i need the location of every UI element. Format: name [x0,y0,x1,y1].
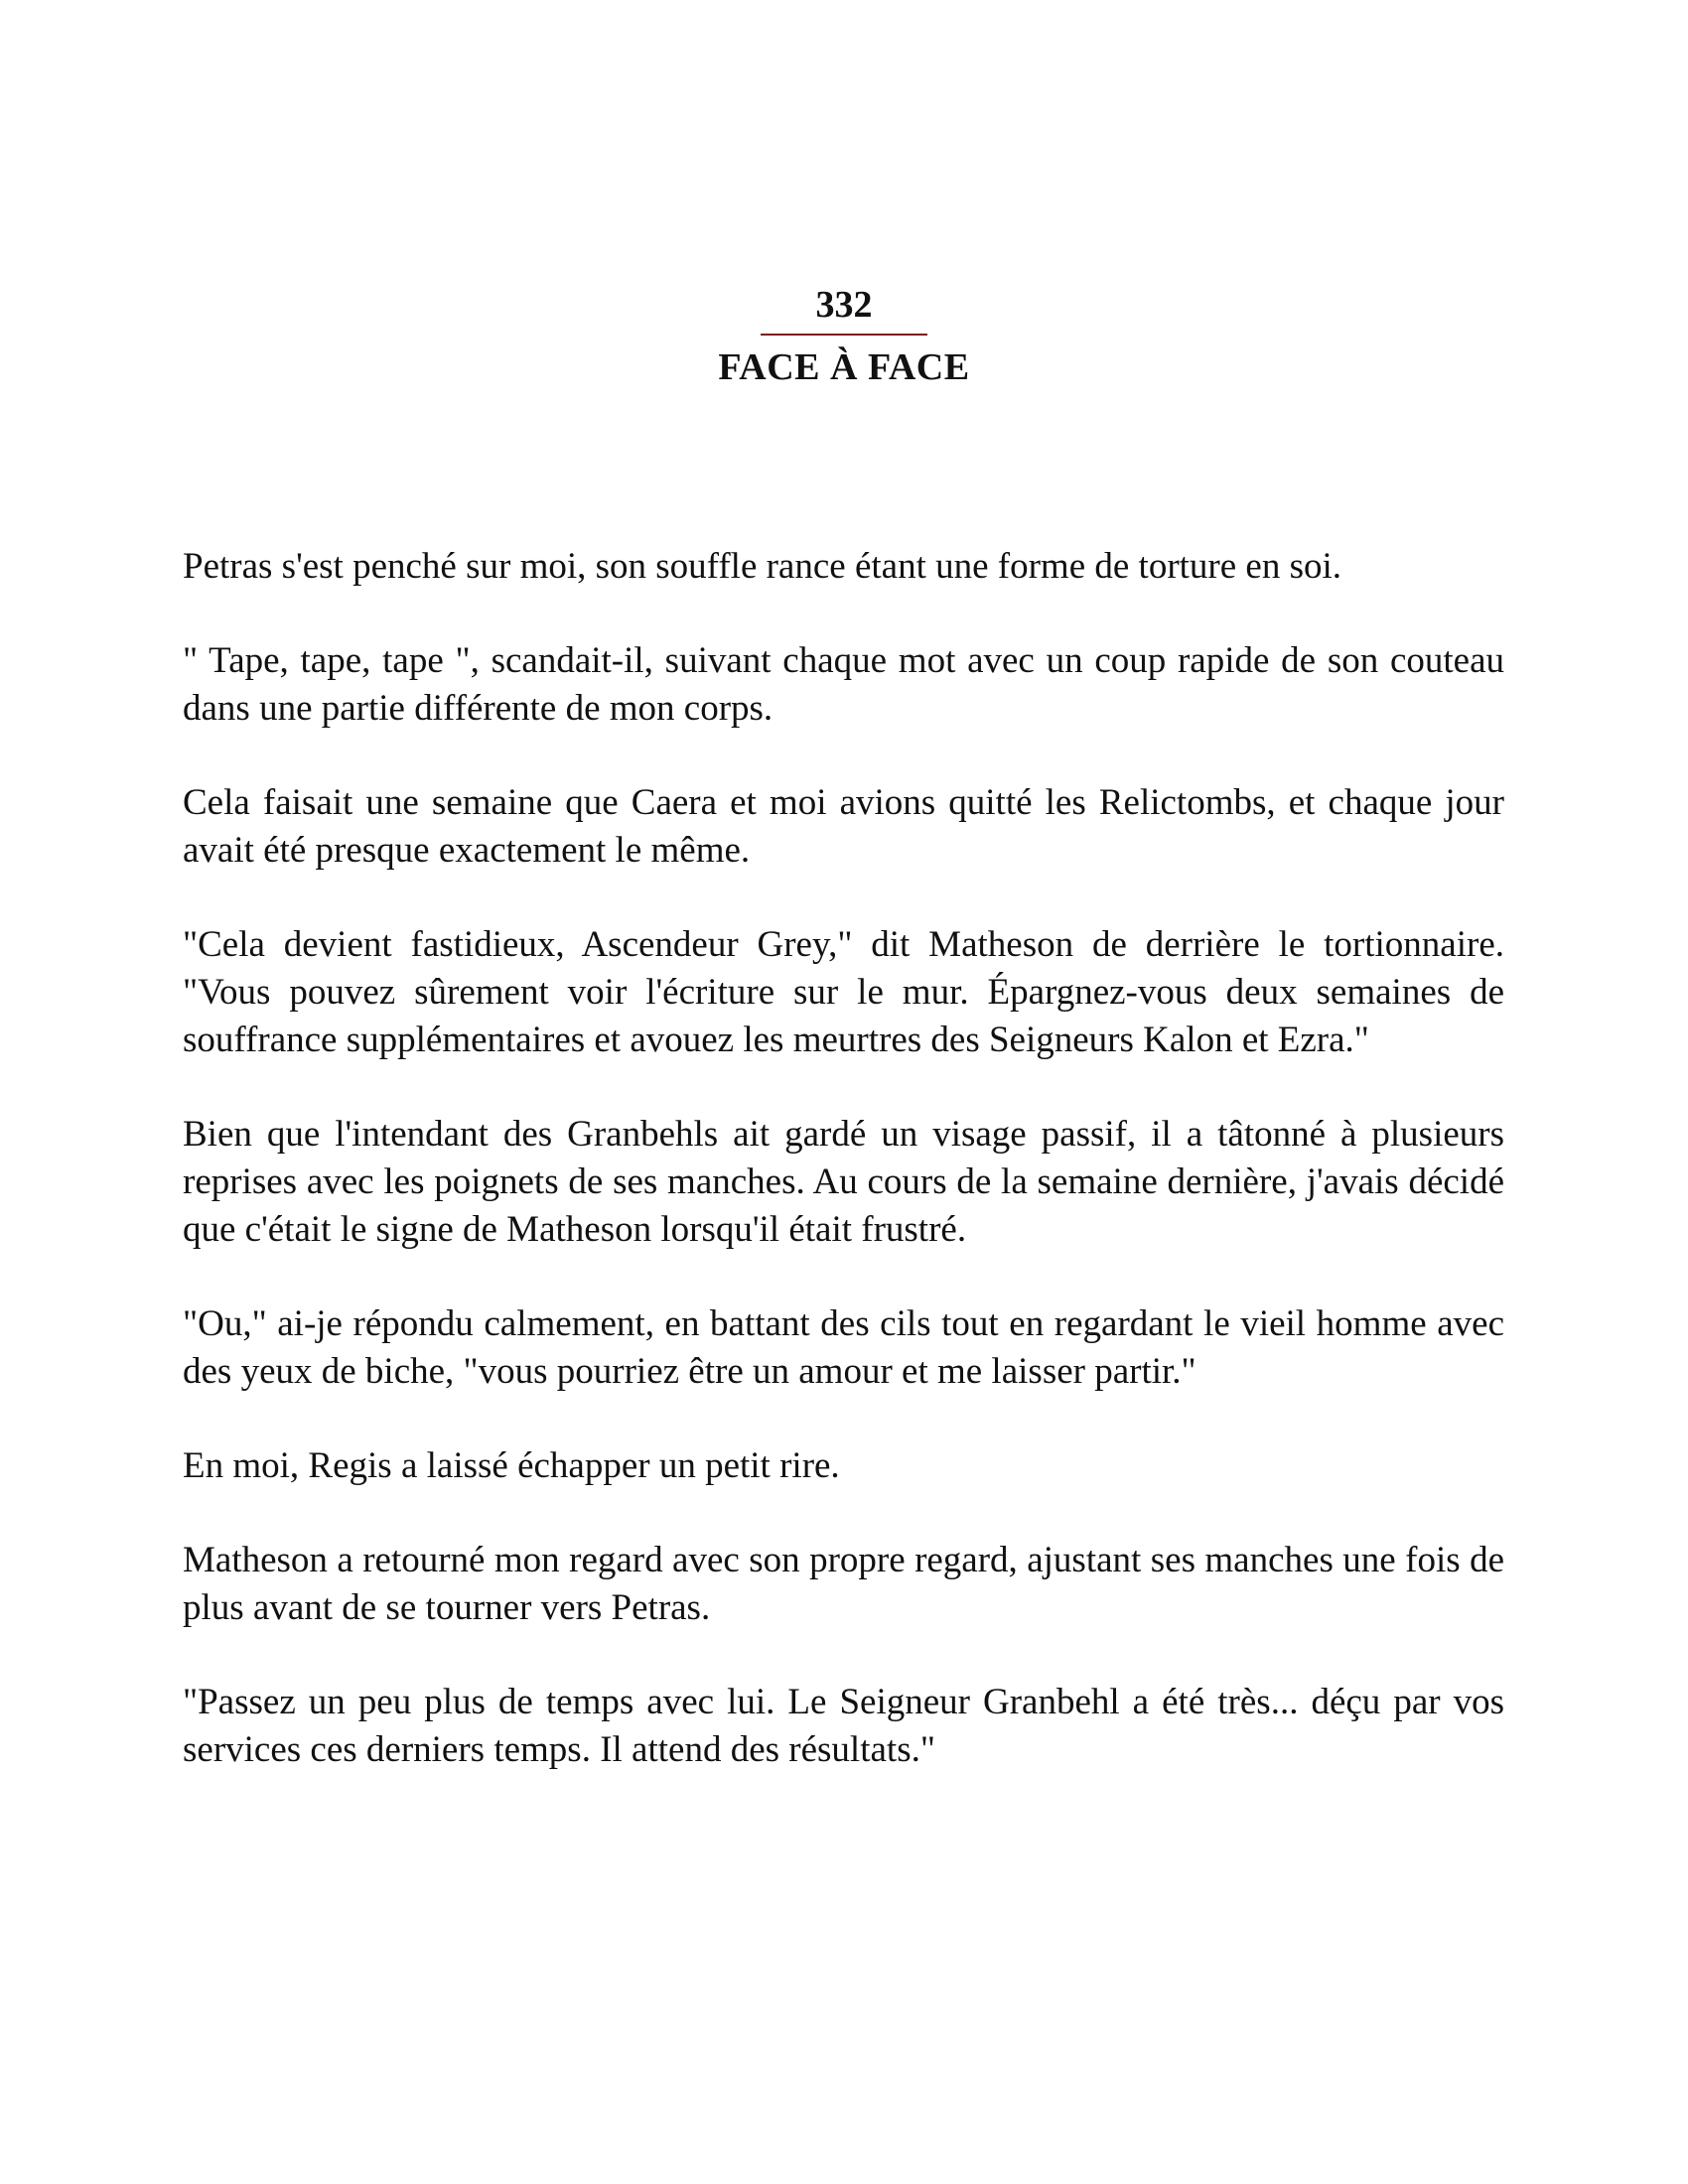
chapter-number: 332 [815,284,873,326]
paragraph: Matheson a retourné mon regard avec son propre regard, ajustant ses manches une fois de plus avant de se tourner vers Petras. [183,1540,1504,1628]
paragraph: Cela faisait une semaine que Caera et moi avions quitté les Relictombs, et chaque jour avait été presque exactement le même. [183,782,1504,871]
paragraph: En moi, Regis a laissé échapper un petit rire. [183,1445,840,1486]
chapter-header [0,283,1688,389]
paragraph: Bien que l'intendant des Granbehls ait gardé un visage passif, il a tâtonné à plusieurs reprises avec les poignets de ses manches. Au cours de la semaine dernière, j'avais décidé que c'était le signe de Matheson lorsqu'il était frustré. [183,1114,1504,1250]
chapter-divider [761,334,927,336]
chapter-title: FACE À FACE [718,346,970,388]
paragraph: "Passez un peu plus de temps avec lui. Le Seigneur Granbehl a été très... déçu par vos services ces derniers temps. Il attend des résultats." [183,1682,1504,1770]
paragraph: " Tape, tape, tape ", scandait-il, suivant chaque mot avec un coup rapide de son couteau dans une partie différente de mon corps. [183,640,1504,729]
paragraph: "Ou," ai-je répondu calmement, en battant des cils tout en regardant le vieil homme avec des yeux de biche, "vous pourriez être un amour et me laisser partir." [183,1303,1504,1392]
chapter-body [183,543,1504,1821]
paragraph: "Cela devient fastidieux, Ascendeur Grey," dit Matheson de derrière le tortionnaire. "Vous pouvez sûrement voir l'écriture sur le mur. Épargnez-vous deux semaines de souffrance supplémentaires et avouez les meurtres des Seigneurs Kalon et Ezra." [183,924,1504,1060]
paragraph: Petras s'est penché sur moi, son souffle rance étant une forme de torture en soi. [183,546,1342,587]
